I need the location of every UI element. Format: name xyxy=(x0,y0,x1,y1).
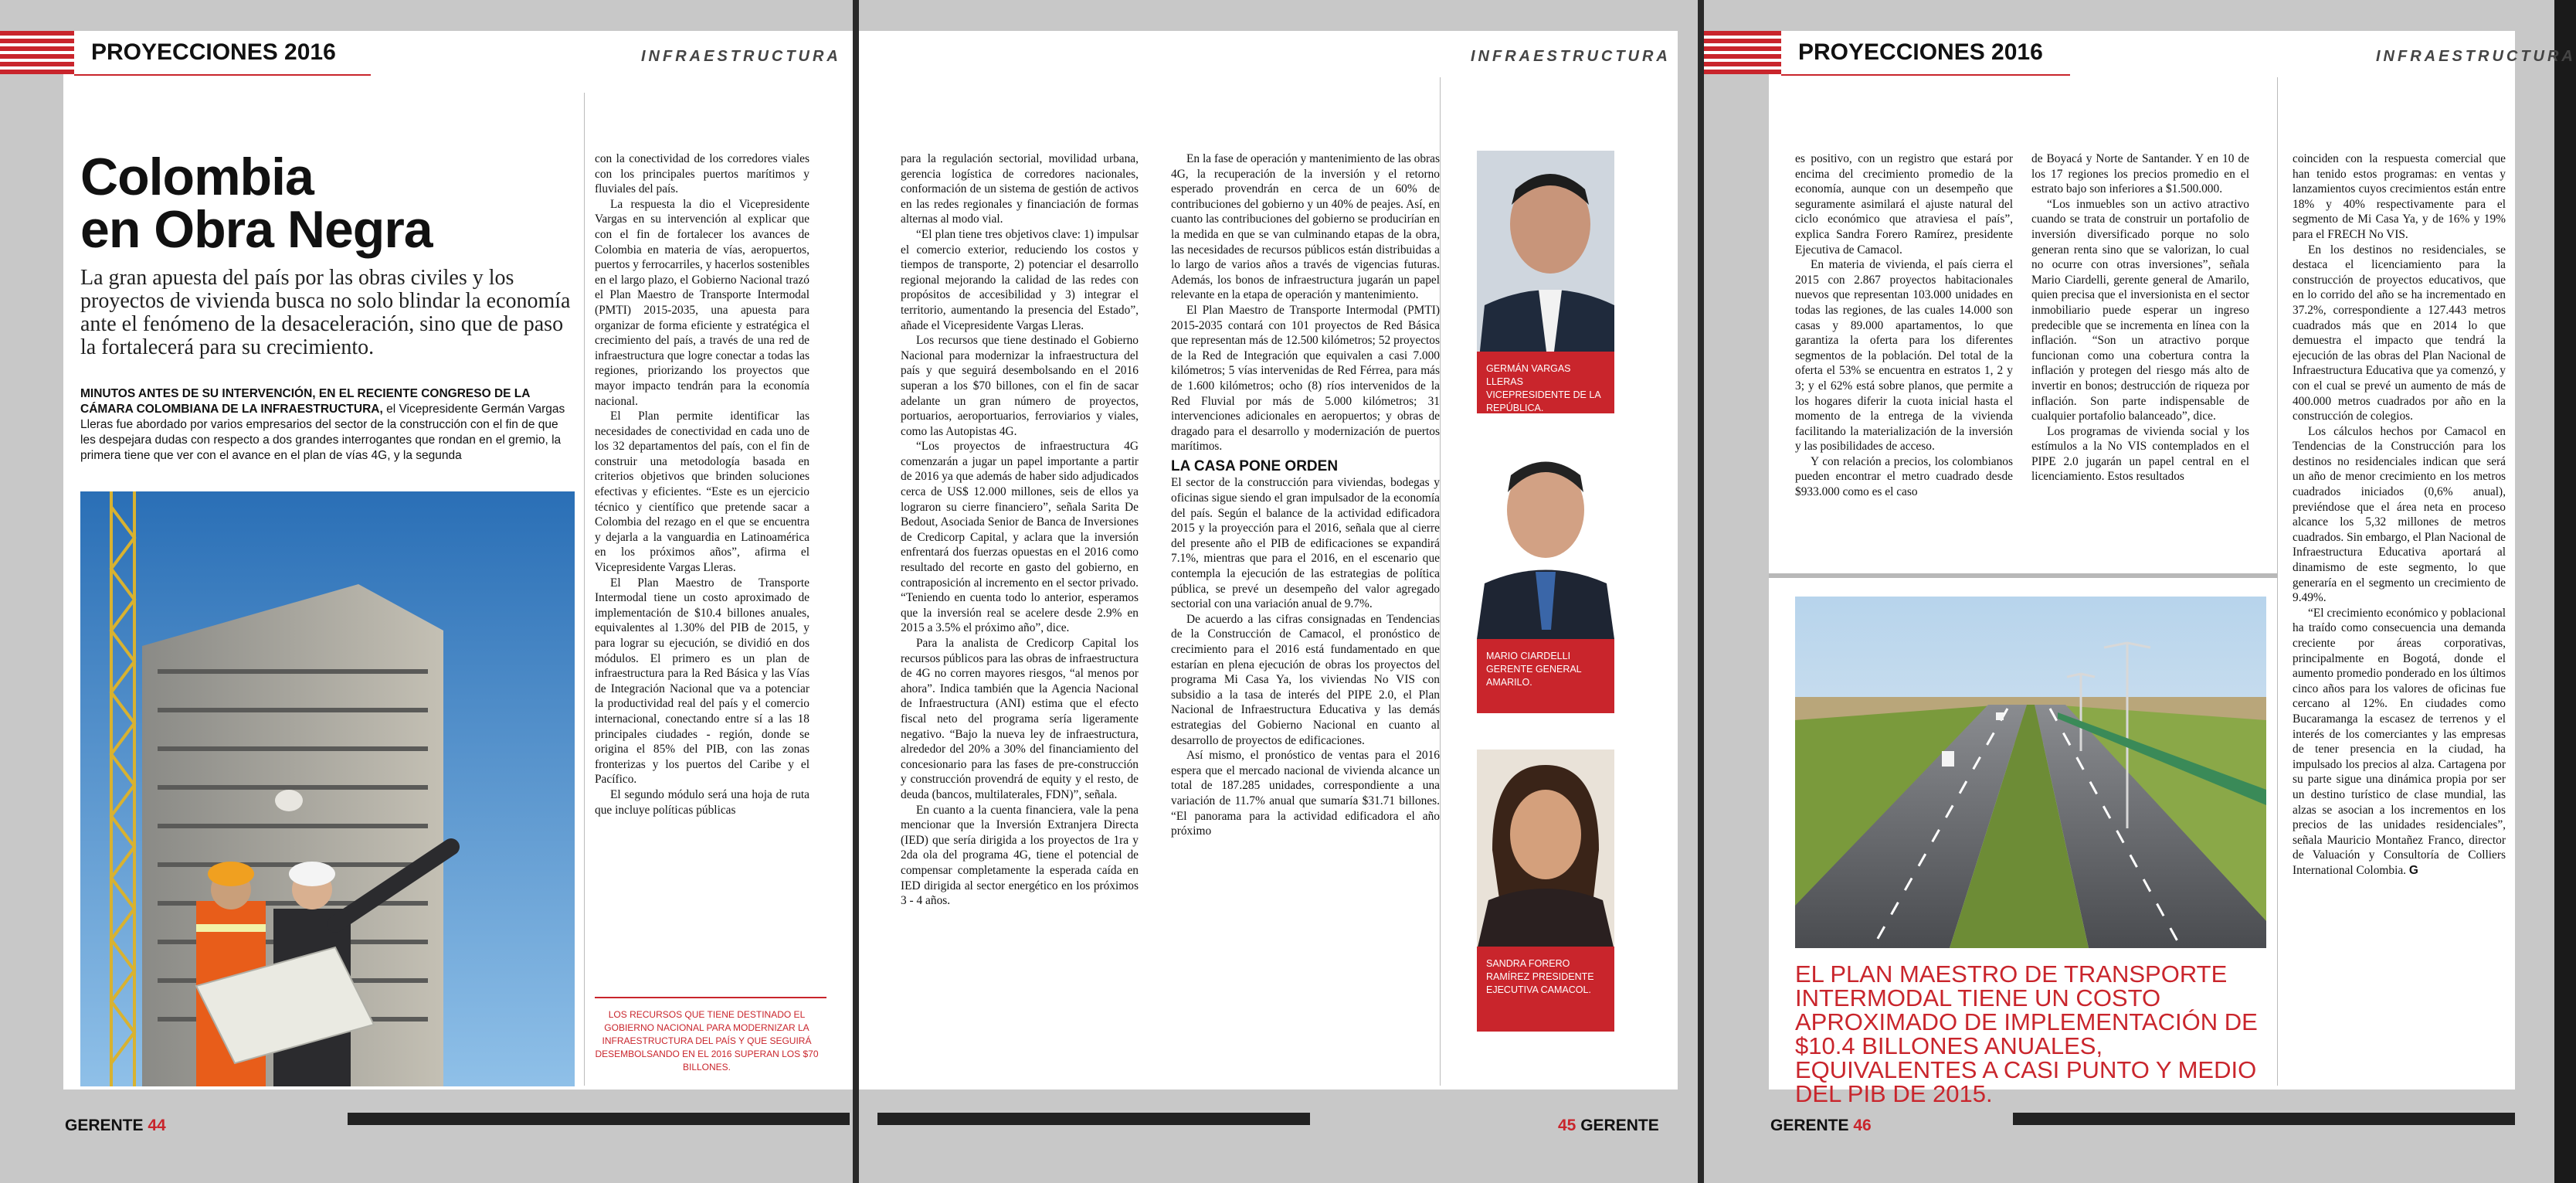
red-stripe-decoration xyxy=(0,31,77,74)
portrait-3-art xyxy=(1477,750,1614,950)
body-paragraph: “Los proyectos de infraestructura 4G comenzarán a jugar un papel importante a partir de 2016 ya que además de haber sido adjudicados cerca de US$ 12.000 millones, seis de ellos ya lograron su cierre financiero”, señala Sarita De Bedout, Asociada Senior de Banca de Inversiones de Credicorp Capital, y aclara que la inversión enfrentará dos fuerzas opuestas en el 2016 como resultado del recorte en gasto del gobierno, en contraposición al incremento en el sector privado. “Teniendo en cuenta todo lo anterior, esperamos que la inversión real se acelere desde 2.9% en 2015 a 3.5% el próximo año”, dice. xyxy=(901,440,1139,635)
folio xyxy=(65,1117,166,1135)
body-paragraph: El sector de la construcción para viviendas, bodegas y oficinas sigue siendo el gran impulsador de la economía del país. Según el balance de la actividad edificadora 2015 y la proyección para el 2016, señala que al cierre del presente año el PIB de edificaciones se expandirá 7.1%, mientras que para el 2016, en el escenario que contempla la ejecución de las estrategias de política pública, se prevé un desempeño del valor agregado sectorial con una variación anual de 9.7%. xyxy=(1171,476,1440,611)
page-46 xyxy=(1704,0,2576,1183)
subhead: LA CASA PONE ORDEN xyxy=(1171,457,1339,474)
construction-photo xyxy=(80,491,575,1086)
body-paragraph: De acuerdo a las cifras consignadas en Tendencias de la Construcción de Camacol, el pronóstico de crecimiento para el 2016 está fundamentado en que estarían en plena ejecución de obras los proyectos del programa Mi Casa Ya, los viviendas No VIS con subsidio a la tasa de interés del PIPE 2.0, el Plan Nacional de Infraestructura Educativa y las demás estrategias del Gobierno Nacional en cuanto al desarrollo de proyectos de edificaciones. xyxy=(1171,612,1440,747)
folio-bar xyxy=(348,1113,850,1125)
left-gray-margin xyxy=(1704,0,1769,1183)
headline xyxy=(80,148,433,259)
column-rule xyxy=(584,93,585,1086)
pullquote-large: EL PLAN MAESTRO DE TRANSPORTE INTERMODAL TIENE UN COSTO APROXIMADO DE IMPLEMENTACIÓN DE $10.4 BILLONES ANUALES, EQUIVALENTES A CASI PUNTO Y MEDIO DEL PIB DE 2015. xyxy=(1795,960,2258,1107)
body-column-1 xyxy=(901,151,1139,909)
folio xyxy=(1558,1117,1659,1135)
red-stripe-decoration xyxy=(1704,31,1784,74)
page-44 xyxy=(0,0,853,1183)
headline-line-1: Colombia xyxy=(80,148,314,206)
deck: La gran apuesta del país por las obras civiles y los proyectos de vivienda busca no solo blindar la economía ante el fenómeno de la desaceleración, sino que de paso la fortalecerá para su crecimiento. xyxy=(80,266,571,359)
pullquote-small: LOS RECURSOS QUE TIENE DESTINADO EL GOBIERNO NACIONAL PARA MODERNIZAR LA INFRAESTRUCTURA DEL PAÍS Y QUE SEGUIRÁ DESEMBOLSANDO EN EL 2016 SUPERAN LOS $70 BILLONES. xyxy=(595,1009,819,1073)
right-gray-margin xyxy=(1678,0,1698,1183)
body-paragraph xyxy=(2293,606,2506,879)
caption-german-vargas: GERMÁN VARGAS LLERAS VICEPRESIDENTE DE LA REPÚBLICA. xyxy=(1477,352,1614,413)
category-label: INFRAESTRUCTURA xyxy=(2376,48,2576,65)
folio-brand: GERENTE xyxy=(65,1117,144,1134)
body-paragraph: En los destinos no residenciales, se destaca el licenciamiento para la construcción de proyectos educativos, que en lo corrido del año se ha incrementado en 37.2%, correspondiente a 127.443 metros cuadrados más que en 2014 lo que demuestra el impacto que tendrá la ejecución de las obras del Plan Nacional de Infraestructura Educativa que ya comenzó, y con el cual se prevé un aumento de más de 400.000 metros cuadrados por año en la construcción de colegios. xyxy=(2293,243,2506,423)
folio-number: 45 xyxy=(1558,1117,1576,1134)
top-gray-band xyxy=(859,0,1698,31)
body-paragraph: En la fase de operación y mantenimiento de las obras 4G, la recuperación de la inversión y el retorno esperado provendrán en cerca de un 60% de contribuciones del gobierno y un 40% de peajes. Así, en cuanto las contribuciones del gobierno se producirían en la medida en que se van culminando etapas de la obra, las necesidades de recursos públicos están distribuidas a lo largo de varios años a través de vigencias futuras. Además, los bonos de infraestructura jugarán un papel relevante en la etapa de operación y mantenimiento. xyxy=(1171,152,1440,302)
body-column-3 xyxy=(2293,151,2506,879)
portrait-2-art xyxy=(1477,437,1614,639)
caption-sandra-forero: SANDRA FORERO RAMÍREZ PRESIDENTE EJECUTIVA CAMACOL. xyxy=(1477,947,1614,1032)
top-gray-band xyxy=(0,0,853,31)
body-paragraph-text: “El crecimiento económico y poblacional ha traído como consecuencia una demanda creciente por áreas corporativas, principalmente en Bogotá, donde el aumento promedio ponderado en los últimos cinco años para los valores de oficinas fue cercano al 12%. En ciudades como Bucaramanga la escasez de terrenos y el interés de los comerciantes y las empresas de tener presencia en la ciudad, ha impulsado los precios al alza. Cartagena por su parte sigue una dinámica propia por ser un destino turístico de clase mundial, las alzas se asocian a los incrementos en los precios de las unidades residenciales”, señala Mauricio Montañez Franco, director de Valuación y Consultoría de Colliers International Colombia. xyxy=(2293,606,2506,877)
left-gray-margin xyxy=(0,0,63,1183)
portrait-sandra-forero xyxy=(1477,750,1614,950)
body-paragraph: con la conectividad de los corredores viales con los principales puertos marítimos y fluviales del país. xyxy=(595,152,809,196)
spine-gutter xyxy=(1698,0,1704,1183)
pullquote-rule xyxy=(595,997,826,998)
spine-gutter xyxy=(853,0,859,1183)
body-paragraph: El Plan permite identificar las necesidades de conectividad en cada uno de los 32 departamentos del país, con el fin de construir una metodología basada en criterios objetivos que brinden soluciones efectivas y eficientes. “Este es un ejercicio técnico y científico que pretende sacar a Colombia del rezago en el que se encuentra y dejarla a la vanguardia en Latinoamérica en los próximos años”, afirma el Vicepresidente Vargas Lleras. xyxy=(595,410,809,575)
body-paragraph: Y con relación a precios, los colombianos pueden encontrar el metro cuadrado desde $933.000 como es el caso xyxy=(1795,454,2013,499)
section-label: PROYECCIONES 2016 xyxy=(74,31,371,76)
body-paragraph: de Boyacá y Norte de Santander. Y en 10 de los 17 regiones los precios promedio en el estrato bajo son inferiores a $1.500.000. xyxy=(2031,152,2249,196)
highway-photo xyxy=(1795,597,2266,948)
body-paragraph: es positivo, con un registro que estará por encima del crecimiento promedio de la economía, aunque con un desempeño que seguramente asimilará el ajuste natural del ciclo económico que atraviesa el país”, explica Sandra Forero Ramírez, presidente Ejecutiva de Camacol. xyxy=(1795,152,2013,257)
construction-photo-art xyxy=(80,491,575,1086)
body-paragraph: coinciden con la respuesta comercial que han tenido estos programas: en ventas y lanzamientos cuyos crecimientos están entre 18% y 40% respectivamente para el segmento de Mi Casa Ya, y de 16% y 19% para el FRECH No VIS. xyxy=(2293,152,2506,241)
body-paragraph: La respuesta la dio el Vicepresidente Vargas en su intervención al explicar que con el fin de fortalecer los avances de Colombia en materia de vías, aeropuertos, puertos y ferrocarriles, y hacerlos sostenibles en el largo plazo, el Gobierno Nacional trazó el Plan Maestro de Transporte Intermodal (PMTI) 2015-2035, una apuesta para organizar de forma eficiente y estratégica el crecimiento del país, a través de una red de infraestructura que logre conectar a todas las regiones, priorizando los proyectos que mayor impacto tendrán para la economía nacional. xyxy=(595,197,809,408)
lead-paragraph xyxy=(80,386,575,464)
lead-rest: el Vicepresidente Germán Vargas Lleras fue abordado por varios empresarios del sector de la construcción con el fin de que les despejara dudas con respecto a dos grandes interrogantes que rondan en el gremio, la primera tiene que ver con el avance en el plan de vías 4G, y la segunda xyxy=(80,403,565,462)
folio-number: 46 xyxy=(1853,1117,1872,1134)
right-gray-margin xyxy=(2515,0,2554,1183)
body-paragraph: El Plan Maestro de Transporte Intermodal (PMTI) 2015-2035 contará con 101 proyectos de Red Básica que representan más de 12.500 kilómetros; 52 proyectos de la Red de Integración que equivalen a casi 7.000 kilómetros; 5 vías intervenidas de Red Férrea, para más de 1.600 kilómetros; ocho (8) ríos intervenidos de la Red Fluvial por más de 5.000 kilómetros; 31 intervenciones adicionales en aeropuertos; y obras de dragado para el desarrollo y modernización de puertos marítimos. xyxy=(1171,303,1440,454)
category-label: INFRAESTRUCTURA xyxy=(641,48,841,65)
category-label: INFRAESTRUCTURA xyxy=(1471,48,1671,65)
end-mark: G xyxy=(2408,863,2418,877)
top-gray-band xyxy=(1704,0,2554,31)
folio xyxy=(1770,1117,1872,1135)
portrait-mario-ciardelli xyxy=(1477,437,1614,639)
body-paragraph: “El plan tiene tres objetivos clave: 1) impulsar el comercio exterior, reduciendo los costos y tiempos de transporte, 2) potenciar el desarrollo regional mejorando la calidad de las redes con propósitos de accesibilidad y 3) integrar el territorio, aumentando la presencia del Estado”, añade el Vicepresidente Vargas Lleras. xyxy=(901,227,1139,332)
photo-top-rule xyxy=(1769,573,2277,578)
body-paragraph: El Plan Maestro de Transporte Intermodal tiene un costo aproximado de implementación de $10.4 billones anuales, equivalentes al 1.30% del PIB de 2015, y para lograr su ejecución, se dividió en dos módulos. El primero es un plan de infraestructura para la Red Básica y las Vías de Integración Nacional que va a potenciar la productividad real del país y el comercio internacional, conectando entre sí a las 18 principales ciudades - región, donde se origina el 85% del PIB, con las zonas fronterizas y los puertos del Caribe y el Pacífico. xyxy=(595,576,809,787)
folio-brand: GERENTE xyxy=(1770,1117,1849,1134)
portrait-1-art xyxy=(1477,151,1614,381)
body-column-1 xyxy=(1795,151,2013,500)
folio-bar xyxy=(2013,1113,2515,1125)
lead-caps: MINUTOS ANTES DE SU INTERVENCIÓN, EN EL RECIENTE CONGRESO DE LA CÁMARA COLOMBIANA DE LA INFRAESTRUCTURA, xyxy=(80,387,530,416)
section-label: PROYECCIONES 2016 xyxy=(1781,31,2070,76)
body-column-2 xyxy=(1171,151,1440,839)
body-paragraph: “Los inmuebles son un activo atractivo cuando se trata de construir un portafolio de inversión diversificado porque no solo generan renta sino que se valorizan, lo cual no ocurre con otras inversiones”, señala Mario Ciardelli, gerente general de Amarilo, quien precisa que el inversionista en el sector inmobiliario puede esperar un ingreso predecible que se incrementa en línea con la inflación. “Son un atractivo porque funcionan como una cobertura contra la inflación y protegen del riesgo más alto de invertir en bonos; destrucción de riqueza por inflación. Son parte indispensable de cualquier portafolio balanceado”, dice. xyxy=(2031,197,2249,423)
folio-brand: GERENTE xyxy=(1580,1117,1659,1134)
body-paragraph: En cuanto a la cuenta financiera, vale la pena mencionar que la Inversión Extranjera Directa (IED) que sería dirigida a los proyectos de 1ra y 2da ola del programa 4G, tiene el potencial de compensar completamente la esperada caída en IED dirigida al sector energético en los próximos 3 - 4 años. xyxy=(901,803,1139,908)
body-paragraph: Para la analista de Credicorp Capital los recursos públicos para las obras de infraestructura de 4G no corren mayores riesgos, “al menos por ahora”. Indica también que la Agencia Nacional de Infraestructura (ANI) estima que el efecto fiscal neto del programa sería ligeramente negativo. “Bajo la nueva ley de infraestructura, alrededor del 20% a 30% del financiamiento del concesionario para las fases de pre-construcción y construcción provendrá de equity y el resto, de deuda (bancos, multilaterales, FDN)”, señala. xyxy=(901,637,1139,801)
body-paragraph: Los recursos que tiene destinado el Gobierno Nacional para modernizar la infraestructura del país y que seguirá desembolsando en el 2016 superan a los $70 billones, con el fin de sacar adelante un gran número de proyectos, portuarios, aeroportuarios, ferroviarios y viales, como las Autopistas 4G. xyxy=(901,334,1139,438)
column-rule xyxy=(2277,77,2278,1086)
body-column-2 xyxy=(2031,151,2249,484)
body-paragraph: para la regulación sectorial, movilidad urbana, gerencia logística de corredores nacionales, conformación de un sistema de gestión de activos en las redes regionales y financiación de formas alternas al modo vial. xyxy=(901,152,1139,226)
page-45 xyxy=(859,0,1698,1183)
body-paragraph: Los cálculos hechos por Camacol en Tendencias de la Construcción para los destinos no residenciales indican que será un año de menor crecimiento en los metros cuadrados iniciados (0,6% anual), previéndose que el área neta en proceso alcance los 5,32 millones de metros cuadrados. Sin embargo, el Plan Nacional de Infraestructura Educativa aportará al dinamismo de este segmento, lo que generaría en el segmento un crecimiento de 9.49%. xyxy=(2293,424,2506,605)
bottom-gray-band xyxy=(0,1090,853,1183)
folio-bar xyxy=(877,1113,1310,1125)
portrait-german-vargas xyxy=(1477,151,1614,381)
body-paragraph: En materia de vivienda, el país cierra el 2015 con 2.867 proyectos habitacionales nuevos que representan 103.000 unidades en todas las regiones, de las cuales 14.000 son casas y 89.000 apartamentos, lo que garantiza la oferta para los diferentes segmentos de la población. Del total de la oferta el 53% se encuentra en estratos 1, 2 y 3; y el 62% está sobre planos, que permite a los hogares diferir la cuota inicial hasta el momento de la entrega de la vivienda facilitando la materialización de la inversión y las posibilidades de acceso. xyxy=(1795,258,2013,454)
body-paragraph: El segundo módulo será una hoja de ruta que incluye políticas públicas xyxy=(595,787,809,817)
headline-line-2: en Obra Negra xyxy=(80,200,433,259)
folio-number: 44 xyxy=(148,1117,166,1134)
highway-photo-art xyxy=(1795,597,2266,948)
caption-mario-ciardelli: MARIO CIARDELLI GERENTE GENERAL AMARILO. xyxy=(1477,639,1614,713)
column-rule xyxy=(1440,77,1441,1086)
bottom-gray-band xyxy=(859,1090,1698,1183)
body-paragraph: Así mismo, el pronóstico de ventas para el 2016 espera que el mercado nacional de vivienda alcance un total de 187.285 unidades, correspondiente a una variación de 11.7% anual que sumaría $31.71 billones. “El panorama para la actividad edificadora el año próximo xyxy=(1171,749,1440,838)
body-paragraph: Los programas de vivienda social y los estímulos a la No VIS contemplados en el PIPE 2.0 jugarán un papel central en el licenciamiento. Estos resultados xyxy=(2031,424,2249,484)
body-column xyxy=(595,151,809,818)
